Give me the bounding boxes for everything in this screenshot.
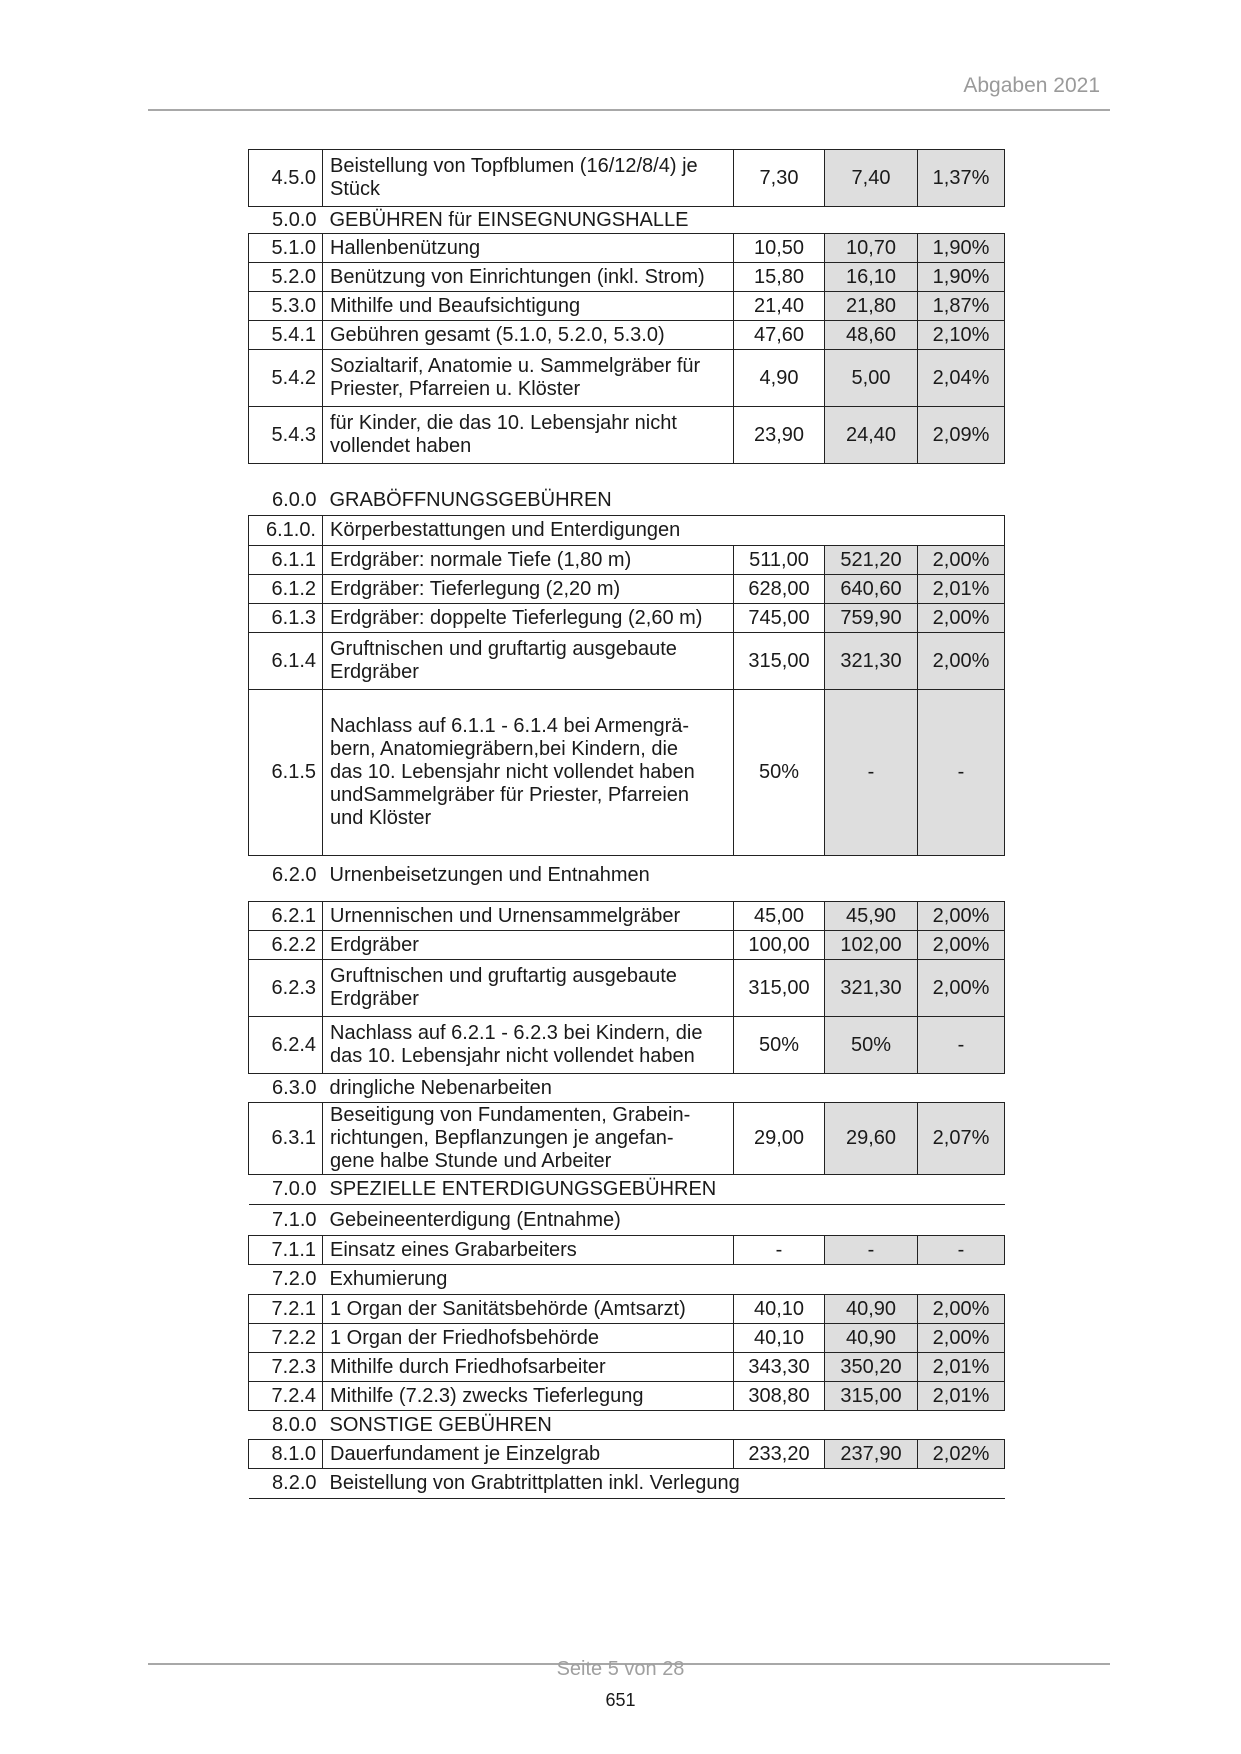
row-percent-change: - <box>918 1017 1005 1074</box>
description-line: bern, Anatomiegräbern,bei Kindern, die <box>330 738 679 760</box>
row-value-2020: 745,00 <box>734 604 825 633</box>
row-value-2020: 23,90 <box>734 407 825 464</box>
row-code: 6.1.4 <box>249 633 323 690</box>
section-title: SONSTIGE GEBÜHREN <box>329 1413 552 1436</box>
section-code: 6.1.0. <box>249 516 323 546</box>
section-heading-row <box>249 1175 1005 1205</box>
row-code: 5.3.0 <box>249 292 323 321</box>
row-description: Urnennischen und Urnensammelgräber <box>323 902 734 931</box>
row-description: 1 Organ der Friedhofsbehörde <box>323 1324 734 1353</box>
section-title: Gebeineenterdigung (Entnahme) <box>329 1208 621 1231</box>
row-value-2020: 233,20 <box>734 1440 825 1469</box>
section-code: 5.0.0 <box>272 208 317 231</box>
row-percent-change: 1,37% <box>918 150 1005 207</box>
row-value-2020: 15,80 <box>734 263 825 292</box>
row-value-2021: 29,60 <box>825 1103 918 1175</box>
row-description: Erdgräber: normale Tiefe (1,80 m) <box>323 546 734 575</box>
table-row <box>249 1103 1005 1175</box>
row-code: 5.1.0 <box>249 234 323 263</box>
table-row <box>249 902 1005 931</box>
row-description <box>323 690 734 856</box>
row-percent-change: 2,10% <box>918 321 1005 350</box>
row-code: 6.2.4 <box>249 1017 323 1074</box>
empty-cell <box>825 516 918 546</box>
row-value-2020: 29,00 <box>734 1103 825 1175</box>
row-percent-change: 2,09% <box>918 407 1005 464</box>
row-percent-change: - <box>918 1236 1005 1265</box>
row-code: 5.4.3 <box>249 407 323 464</box>
description-line: richtungen, Bepflanzungen je angefan- <box>330 1127 674 1149</box>
row-code: 8.1.0 <box>249 1440 323 1469</box>
row-value-2020: 343,30 <box>734 1353 825 1382</box>
row-percent-change: 2,01% <box>918 1353 1005 1382</box>
section-code: 7.1.0 <box>272 1208 317 1231</box>
description-line: und Klöster <box>330 807 432 829</box>
row-code: 6.1.2 <box>249 575 323 604</box>
row-percent-change: 1,90% <box>918 263 1005 292</box>
row-percent-change: 2,07% <box>918 1103 1005 1175</box>
row-percent-change: 2,00% <box>918 931 1005 960</box>
row-percent-change: 2,00% <box>918 604 1005 633</box>
row-code: 6.3.1 <box>249 1103 323 1175</box>
table-row <box>249 407 1005 464</box>
row-code: 5.4.1 <box>249 321 323 350</box>
row-value-2021: 640,60 <box>825 575 918 604</box>
section-code: 6.3.0 <box>272 1076 317 1099</box>
row-description: Erdgräber: Tieferlegung (2,20 m) <box>323 575 734 604</box>
row-percent-change: 1,90% <box>918 234 1005 263</box>
table-row <box>249 633 1005 690</box>
row-percent-change: 2,00% <box>918 902 1005 931</box>
section-title: Beistellung von Grabtrittplatten inkl. Verlegung <box>323 1469 1005 1499</box>
row-value-2021: 5,00 <box>825 350 918 407</box>
row-description: Nachlass auf 6.2.1 - 6.2.3 bei Kindern, die das 10. Lebensjahr nicht vollendet haben <box>323 1017 734 1074</box>
section-title: GEBÜHREN für EINSEGNUNGSHALLE <box>329 208 689 231</box>
section-heading-row <box>249 856 1005 895</box>
section-code: 6.0.0 <box>272 488 317 511</box>
spacer-row <box>249 464 1005 486</box>
table-row <box>249 690 1005 856</box>
row-code: 7.2.1 <box>249 1295 323 1324</box>
subsection-heading-row <box>249 516 1005 546</box>
fee-table <box>248 149 1005 1499</box>
row-description: für Kinder, die das 10. Lebensjahr nicht vollendet haben <box>323 407 734 464</box>
row-value-2021: 521,20 <box>825 546 918 575</box>
row-description: Gebühren gesamt (5.1.0, 5.2.0, 5.3.0) <box>323 321 734 350</box>
row-percent-change: 2,00% <box>918 960 1005 1017</box>
row-code: 5.2.0 <box>249 263 323 292</box>
table-row <box>249 1440 1005 1469</box>
description-line: Nachlass auf 6.1.1 - 6.1.4 bei Armengrä- <box>330 715 690 737</box>
row-code: 7.2.2 <box>249 1324 323 1353</box>
row-value-2021: 40,90 <box>825 1324 918 1353</box>
table-row <box>249 1236 1005 1265</box>
row-value-2021: 16,10 <box>825 263 918 292</box>
row-percent-change: - <box>918 690 1005 856</box>
row-value-2021: 45,90 <box>825 902 918 931</box>
section-title: Körperbestattungen und Enterdigungen <box>323 516 734 546</box>
table-row <box>249 263 1005 292</box>
row-percent-change: 2,02% <box>918 1440 1005 1469</box>
row-description: Benützung von Einrichtungen (inkl. Strom) <box>323 263 734 292</box>
row-description: Erdgräber <box>323 931 734 960</box>
row-percent-change: 1,87% <box>918 292 1005 321</box>
row-value-2021: 321,30 <box>825 960 918 1017</box>
description-line: undSammelgräber für Priester, Pfarreien <box>330 784 690 806</box>
row-percent-change: 2,00% <box>918 1295 1005 1324</box>
table-row <box>249 234 1005 263</box>
row-code: 6.2.2 <box>249 931 323 960</box>
row-value-2020: 100,00 <box>734 931 825 960</box>
section-heading-row <box>249 1469 1005 1499</box>
row-description: Einsatz eines Grabarbeiters <box>323 1236 734 1265</box>
section-heading-row <box>249 486 1005 516</box>
row-value-2020: 40,10 <box>734 1324 825 1353</box>
row-percent-change: 2,00% <box>918 633 1005 690</box>
section-title: GRABÖFFNUNGSGEBÜHREN <box>329 488 612 511</box>
row-description: Mithilfe durch Friedhofsarbeiter <box>323 1353 734 1382</box>
row-description <box>323 1103 734 1175</box>
row-value-2020: 40,10 <box>734 1295 825 1324</box>
row-value-2021: 759,90 <box>825 604 918 633</box>
section-code: 6.2.0 <box>272 863 317 886</box>
row-value-2020: - <box>734 1236 825 1265</box>
row-value-2021: 102,00 <box>825 931 918 960</box>
row-value-2020: 21,40 <box>734 292 825 321</box>
row-value-2020: 315,00 <box>734 633 825 690</box>
row-value-2021: 40,90 <box>825 1295 918 1324</box>
table-row <box>249 1324 1005 1353</box>
row-description: Gruftnischen und gruftartig ausgebaute Erdgräber <box>323 960 734 1017</box>
table-row <box>249 1382 1005 1411</box>
description-line: gene halbe Stunde und Arbeiter <box>330 1150 612 1172</box>
row-description: 1 Organ der Sanitätsbehörde (Amtsarzt) <box>323 1295 734 1324</box>
row-value-2020: 7,30 <box>734 150 825 207</box>
section-heading-row <box>249 1205 1005 1236</box>
section-heading-row <box>249 1074 1005 1103</box>
row-value-2020: 47,60 <box>734 321 825 350</box>
section-code: 7.2.0 <box>272 1268 317 1290</box>
table-row <box>249 960 1005 1017</box>
spacer-row <box>249 895 1005 902</box>
row-percent-change: 2,00% <box>918 546 1005 575</box>
table-row <box>249 931 1005 960</box>
row-value-2020: 45,00 <box>734 902 825 931</box>
empty-cell <box>734 516 825 546</box>
section-code: 8.0.0 <box>272 1413 317 1436</box>
row-code: 7.2.4 <box>249 1382 323 1411</box>
table-row <box>249 546 1005 575</box>
row-value-2021: 10,70 <box>825 234 918 263</box>
section-title: dringliche Nebenarbeiten <box>329 1076 552 1099</box>
section-code: 8.2.0 <box>249 1469 323 1499</box>
row-value-2021: 237,90 <box>825 1440 918 1469</box>
row-percent-change: 2,00% <box>918 1324 1005 1353</box>
row-code: 6.1.3 <box>249 604 323 633</box>
table-row <box>249 1017 1005 1074</box>
description-line: Beseitigung von Fundamenten, Grabein- <box>330 1104 691 1126</box>
row-code: 6.2.3 <box>249 960 323 1017</box>
row-code: 5.4.2 <box>249 350 323 407</box>
row-description: Beistellung von Topfblumen (16/12/8/4) je Stück <box>323 150 734 207</box>
row-description: Dauerfundament je Einzelgrab <box>323 1440 734 1469</box>
row-description: Sozialtarif, Anatomie u. Sammelgräber für Priester, Pfarreien u. Klöster <box>323 350 734 407</box>
table-row <box>249 350 1005 407</box>
footer-page-number: 651 <box>605 1690 636 1710</box>
empty-cell <box>918 516 1005 546</box>
section-heading-row <box>249 1411 1005 1440</box>
row-value-2020: 628,00 <box>734 575 825 604</box>
row-code: 6.1.1 <box>249 546 323 575</box>
row-percent-change: 2,04% <box>918 350 1005 407</box>
row-value-2021: 350,20 <box>825 1353 918 1382</box>
footer-page-label: Seite 5 von 28 <box>556 1658 685 1680</box>
row-description: Mithilfe (7.2.3) zwecks Tieferlegung <box>323 1382 734 1411</box>
row-value-2021: - <box>825 690 918 856</box>
row-value-2021: 321,30 <box>825 633 918 690</box>
row-percent-change: 2,01% <box>918 1382 1005 1411</box>
section-title: Urnenbeisetzungen und Entnahmen <box>329 863 650 886</box>
row-value-2020: 511,00 <box>734 546 825 575</box>
table-row <box>249 604 1005 633</box>
row-value-2021: 21,80 <box>825 292 918 321</box>
section-code: 7.0.0 <box>249 1175 323 1205</box>
section-title: Exhumierung <box>329 1268 448 1290</box>
row-code: 6.2.1 <box>249 902 323 931</box>
row-value-2020: 50% <box>734 1017 825 1074</box>
table-row <box>249 1353 1005 1382</box>
description-line: das 10. Lebensjahr nicht vollendet haben <box>330 761 695 783</box>
row-code: 7.2.3 <box>249 1353 323 1382</box>
row-description: Erdgräber: doppelte Tieferlegung (2,60 m) <box>323 604 734 633</box>
table-row <box>249 1295 1005 1324</box>
row-code: 6.1.5 <box>249 690 323 856</box>
section-heading-row <box>249 207 1005 234</box>
row-value-2020: 4,90 <box>734 350 825 407</box>
row-code: 4.5.0 <box>249 150 323 207</box>
row-value-2020: 308,80 <box>734 1382 825 1411</box>
row-value-2021: 50% <box>825 1017 918 1074</box>
row-value-2021: 7,40 <box>825 150 918 207</box>
row-value-2020: 10,50 <box>734 234 825 263</box>
table-row <box>249 575 1005 604</box>
row-description: Hallenbenützung <box>323 234 734 263</box>
row-description: Mithilfe und Beaufsichtigung <box>323 292 734 321</box>
section-title: SPEZIELLE ENTERDIGUNGSGEBÜHREN <box>323 1175 1005 1205</box>
row-code: 7.1.1 <box>249 1236 323 1265</box>
table-row <box>249 321 1005 350</box>
table-row <box>249 292 1005 321</box>
header-title: Abgaben 2021 <box>963 74 1100 97</box>
header-divider <box>148 109 1110 111</box>
row-percent-change: 2,01% <box>918 575 1005 604</box>
row-value-2021: - <box>825 1236 918 1265</box>
row-description: Gruftnischen und gruftartig ausgebaute Erdgräber <box>323 633 734 690</box>
table-row <box>249 150 1005 207</box>
section-heading-row <box>249 1265 1005 1295</box>
row-value-2021: 48,60 <box>825 321 918 350</box>
row-value-2020: 50% <box>734 690 825 856</box>
row-value-2021: 24,40 <box>825 407 918 464</box>
row-value-2021: 315,00 <box>825 1382 918 1411</box>
row-value-2020: 315,00 <box>734 960 825 1017</box>
